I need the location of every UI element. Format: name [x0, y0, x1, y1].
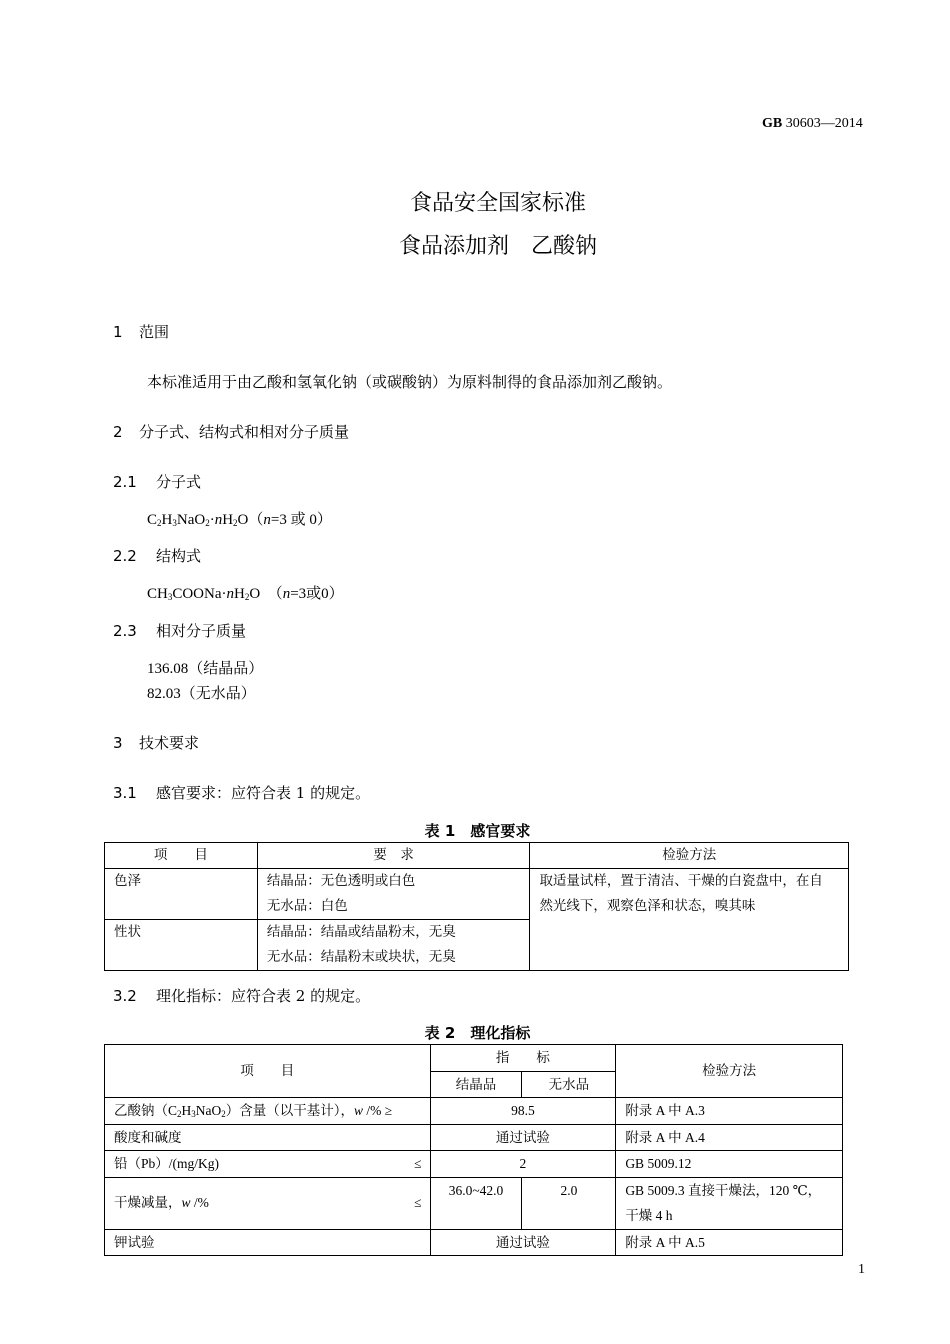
table2-value-sodium-acetate: 98.5 — [430, 1098, 616, 1125]
section-title: 感官要求 — [156, 784, 217, 802]
table2-value-loss-anhydrous: 2.0 — [522, 1177, 616, 1229]
table2-value-lead: 2 — [430, 1151, 616, 1178]
section-number: 3.1 — [113, 784, 137, 802]
table2-caption: 表 2 理化指标 — [424, 1024, 531, 1042]
table2-header-crystal: 结晶品 — [430, 1071, 522, 1098]
table-row — [105, 869, 849, 920]
section-number: 2.3 — [113, 622, 137, 640]
table-row — [105, 1229, 843, 1256]
section-title: 技术要求 — [139, 734, 200, 752]
section-number: 2 — [113, 423, 123, 441]
table2-value-loss-crystal: 36.0~42.0 — [430, 1177, 522, 1229]
section-text: ：应符合表 1 的规定。 — [216, 784, 371, 802]
table2-item-potassium: 钾试验 — [105, 1229, 431, 1256]
structural-formula: $CH_3COONa\cdot nH_2O$ （n=3或0） — [147, 586, 344, 602]
table2-method-potassium: 附录 A 中 A.5 — [616, 1229, 843, 1256]
table2-header-anhydrous: 无水品 — [522, 1071, 616, 1098]
table2-value-acidity: 通过试验 — [430, 1124, 616, 1151]
table1-caption: 表 1 感官要求 — [424, 822, 531, 840]
standard-code — [762, 116, 863, 132]
standard-code-number: 30603—2014 — [782, 116, 863, 131]
table2-item-sodium-acetate: 乙酸钠$(C_2H_3NaO_2)$含量（以干基计），w /% ≥ — [105, 1098, 431, 1125]
table1-requirement-color: 结晶品：无色透明或白色 无水品：白色 — [257, 869, 530, 920]
table2-method-sodium-acetate: 附录 A 中 A.3 — [616, 1098, 843, 1125]
section-1-heading — [113, 321, 169, 342]
table1-item-color: 色泽 — [105, 869, 258, 920]
section-2-heading — [113, 421, 349, 442]
doc-title-line2: 食品添加剂 乙酸钠 — [398, 234, 597, 259]
table2-method-loss-on-drying: GB 5009.3 直接干燥法，120 ℃， 干燥 4 h — [616, 1177, 843, 1229]
section-title: 理化指标 — [156, 987, 217, 1005]
section-number: 3.2 — [113, 987, 137, 1005]
section-3-heading — [113, 732, 199, 753]
table2-value-potassium: 通过试验 — [430, 1229, 616, 1256]
table2-item-acidity: 酸度和碱度 — [105, 1124, 431, 1151]
molecular-mass-anhydrous: 82.03（无水品） — [147, 686, 256, 702]
section-3-1-heading — [113, 782, 370, 803]
section-2-1-heading — [113, 471, 201, 492]
page-number: 1 — [858, 1262, 865, 1277]
section-title: 范围 — [139, 323, 170, 341]
molecular-mass-crystal: 136.08（结晶品） — [147, 661, 264, 677]
table-row — [105, 1098, 843, 1125]
section-number: 2.1 — [113, 473, 137, 491]
table2-item-loss-on-drying: 干燥减量，w /% ≤ — [105, 1177, 431, 1229]
section-title: 相对分子质量 — [156, 622, 247, 640]
doc-title-line1: 食品安全国家标准 — [409, 191, 586, 216]
molecular-formula: $C_2H_3NaO_2\cdot nH_2O(n=3$ 或 0） — [147, 512, 332, 528]
table2-header-item: 项 目 — [105, 1045, 431, 1098]
table1-header-requirement: 要 求 — [257, 843, 530, 869]
table-row — [105, 1151, 843, 1178]
table1-header-item: 项 目 — [105, 843, 258, 869]
standard-code-prefix: GB — [762, 116, 783, 131]
section-1-text: 本标准适用于由乙酸和氢氧化钠（或碳酸钠）为原料制得的食品添加剂乙酸钠。 — [147, 373, 673, 391]
table1-item-form: 性状 — [105, 920, 258, 971]
table2-item-lead: 铅（Pb）/(mg/Kg) ≤ — [105, 1151, 431, 1178]
section-number: 3 — [113, 734, 123, 752]
table2-method-acidity: 附录 A 中 A.4 — [616, 1124, 843, 1151]
section-3-2-heading — [113, 985, 370, 1006]
section-2-2-heading — [113, 545, 201, 566]
table-row — [105, 1177, 843, 1229]
table2-header-index: 指 标 — [430, 1045, 616, 1072]
table1-header-method: 检验方法 — [530, 843, 849, 869]
section-number: 2.2 — [113, 547, 137, 565]
table2-method-lead: GB 5009.12 — [616, 1151, 843, 1178]
table-row — [105, 1124, 843, 1151]
section-title: 结构式 — [156, 547, 202, 565]
section-2-3-heading — [113, 620, 246, 641]
table1-requirement-form: 结晶品：结晶或结晶粉末，无臭 无水品：结晶粉末或块状，无臭 — [257, 920, 530, 971]
table-sensory-requirements — [104, 842, 849, 971]
section-number: 1 — [113, 323, 123, 341]
section-text: ：应符合表 2 的规定。 — [216, 987, 371, 1005]
table1-method: 取适量试样，置于清洁、干燥的白瓷盘中，在自 然光线下，观察色泽和状态，嗅其味 — [530, 869, 849, 971]
section-title: 分子式 — [156, 473, 202, 491]
table-physicochemical-indexes — [104, 1044, 843, 1256]
section-title: 分子式、结构式和相对分子质量 — [139, 423, 350, 441]
table2-header-method: 检验方法 — [616, 1045, 843, 1098]
